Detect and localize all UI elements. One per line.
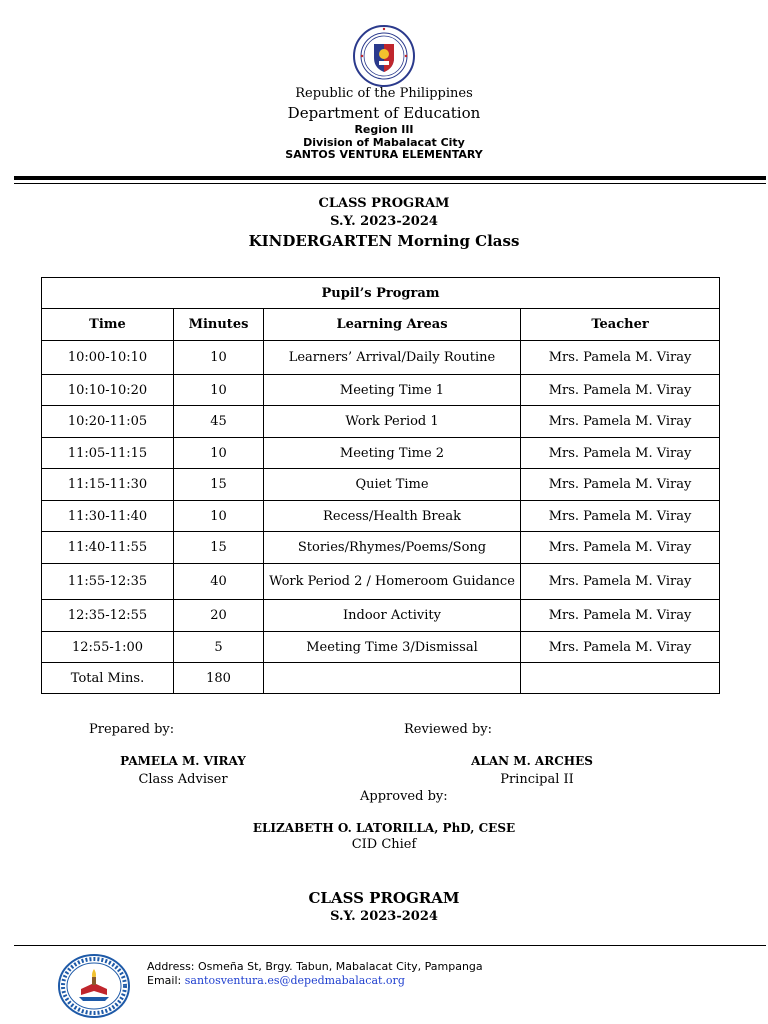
- school-line: SANTOS VENTURA ELEMENTARY: [285, 148, 483, 161]
- cell-teacher: Mrs. Pamela M. Viray: [521, 564, 720, 600]
- cell-minutes: 40: [174, 564, 264, 600]
- cell-minutes: 15: [174, 532, 264, 564]
- republic-line: Republic of the Philippines: [295, 86, 473, 101]
- table-row: [42, 375, 720, 406]
- cell-teacher: Mrs. Pamela M. Viray: [521, 375, 720, 406]
- cell-minutes: 10: [174, 438, 264, 469]
- cell-minutes: 45: [174, 406, 264, 438]
- total-value: 180: [174, 663, 264, 694]
- department-line: Department of Education: [287, 104, 481, 122]
- cell-time: 11:15-11:30: [42, 469, 174, 501]
- total-empty-cell: [264, 663, 521, 694]
- total-empty-cell: [521, 663, 720, 694]
- cell-area: Recess/Health Break: [264, 501, 521, 532]
- table-row: [42, 406, 720, 438]
- table-row: [42, 600, 720, 632]
- cell-area: Quiet Time: [264, 469, 521, 501]
- table-row: [42, 501, 720, 532]
- division-line: Division of Mabalacat City: [303, 136, 465, 149]
- reviewed-by-name: ALAN M. ARCHES: [471, 754, 593, 768]
- cell-area: Work Period 1: [264, 406, 521, 438]
- cell-teacher: Mrs. Pamela M. Viray: [521, 406, 720, 438]
- cell-minutes: 15: [174, 469, 264, 501]
- cell-area: Stories/Rhymes/Poems/Song: [264, 532, 521, 564]
- cell-teacher: Mrs. Pamela M. Viray: [521, 532, 720, 564]
- cell-area: Meeting Time 2: [264, 438, 521, 469]
- footer-email-label: Email:: [147, 974, 182, 987]
- total-row: [42, 663, 720, 694]
- cell-teacher: Mrs. Pamela M. Viray: [521, 632, 720, 663]
- column-header-minutes: Minutes: [174, 309, 264, 341]
- cell-minutes: 10: [174, 501, 264, 532]
- total-label: Total Mins.: [42, 663, 174, 694]
- school-seal-icon: [57, 953, 131, 1019]
- cell-teacher: Mrs. Pamela M. Viray: [521, 501, 720, 532]
- program-table: [41, 277, 720, 694]
- footer-divider: [14, 945, 766, 946]
- cell-time: 11:30-11:40: [42, 501, 174, 532]
- prepared-by-label: Prepared by:: [89, 722, 175, 737]
- cell-time: 11:55-12:35: [42, 564, 174, 600]
- table-row: [42, 341, 720, 375]
- table-row: [42, 632, 720, 663]
- cell-time: 11:05-11:15: [42, 438, 174, 469]
- reviewed-by-title: Principal II: [500, 772, 574, 787]
- column-header-teacher: Teacher: [521, 309, 720, 341]
- cell-area: Meeting Time 1: [264, 375, 521, 406]
- cell-time: 12:55-1:00: [42, 632, 174, 663]
- cell-area: Indoor Activity: [264, 600, 521, 632]
- bottom-school-year: S.Y. 2023-2024: [330, 909, 438, 924]
- prepared-by-title: Class Adviser: [138, 772, 228, 787]
- deped-seal-icon: [352, 24, 416, 88]
- cell-time: 10:00-10:10: [42, 341, 174, 375]
- cell-time: 11:40-11:55: [42, 532, 174, 564]
- cell-teacher: Mrs. Pamela M. Viray: [521, 438, 720, 469]
- class-name: KINDERGARTEN Morning Class: [248, 232, 520, 250]
- cell-teacher: Mrs. Pamela M. Viray: [521, 469, 720, 501]
- column-header-learning-areas: Learning Areas: [264, 309, 521, 341]
- cell-minutes: 10: [174, 375, 264, 406]
- reviewed-by-label: Reviewed by:: [404, 722, 492, 737]
- approved-by-title: CID Chief: [351, 837, 417, 852]
- cell-teacher: Mrs. Pamela M. Viray: [521, 600, 720, 632]
- cell-area: Learners’ Arrival/Daily Routine: [264, 341, 521, 375]
- cell-teacher: Mrs. Pamela M. Viray: [521, 341, 720, 375]
- cell-area: Work Period 2 / Homeroom Guidance: [264, 564, 521, 600]
- document-title: CLASS PROGRAM: [318, 196, 450, 211]
- header-divider-thin: [14, 183, 766, 184]
- table-row: [42, 564, 720, 600]
- cell-time: 10:10-10:20: [42, 375, 174, 406]
- cell-area: Meeting Time 3/Dismissal: [264, 632, 521, 663]
- approved-by-label: Approved by:: [360, 789, 448, 804]
- column-header-time: Time: [42, 309, 174, 341]
- cell-time: 10:20-11:05: [42, 406, 174, 438]
- prepared-by-name: PAMELA M. VIRAY: [120, 754, 246, 768]
- table-caption: Pupil’s Program: [42, 278, 720, 309]
- region-line: Region III: [354, 123, 414, 136]
- school-year: S.Y. 2023-2024: [330, 214, 438, 229]
- cell-minutes: 20: [174, 600, 264, 632]
- cell-minutes: 5: [174, 632, 264, 663]
- footer-email-line: [147, 974, 405, 987]
- cell-time: 12:35-12:55: [42, 600, 174, 632]
- footer-address: Address: Osmeña St, Brgy. Tabun, Mabalacat City, Pampanga: [147, 960, 483, 973]
- table-row: [42, 438, 720, 469]
- cell-minutes: 10: [174, 341, 264, 375]
- bottom-title: CLASS PROGRAM: [308, 889, 460, 907]
- table-row: [42, 469, 720, 501]
- header-divider-thick: [14, 176, 766, 180]
- approved-by-name: ELIZABETH O. LATORILLA, PhD, CESE: [252, 821, 516, 835]
- table-row: [42, 532, 720, 564]
- footer-email-link[interactable]: santosventura.es@depedmabalacat.org: [184, 974, 405, 987]
